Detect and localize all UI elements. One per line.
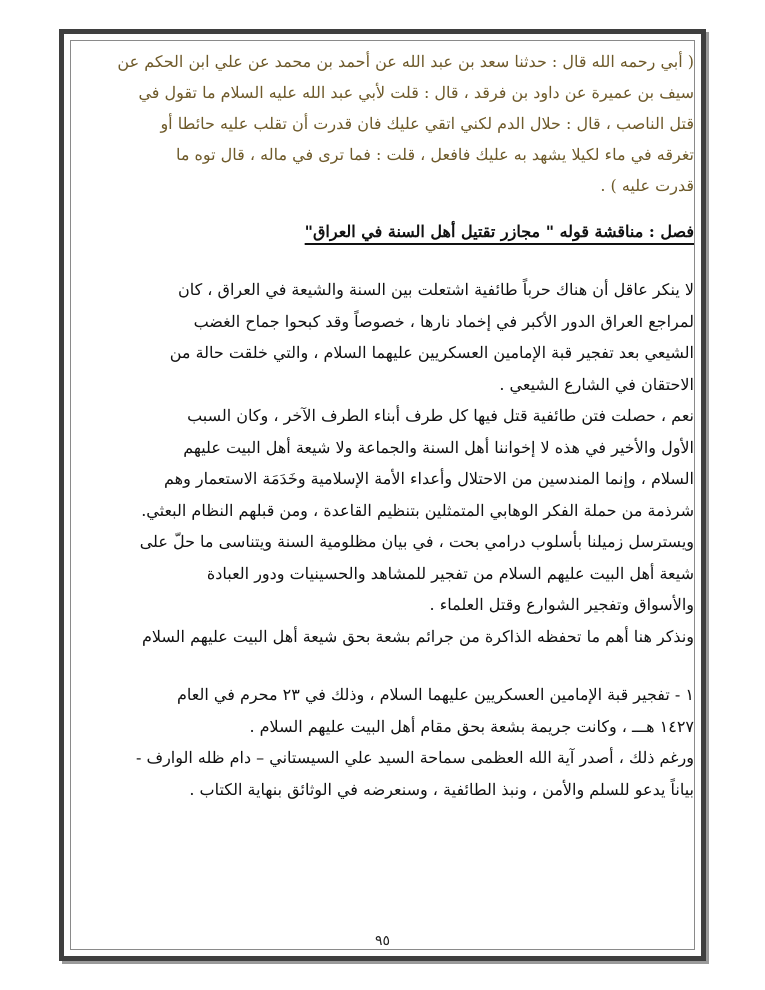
body-line: ونذكر هنا أهم ما تحفظه الذاكرة من جرائم بشعة بحق شيعة أهل البيت عليهم السلام — [141, 626, 694, 646]
page-content — [69, 46, 694, 805]
body-paragraphs — [69, 274, 694, 652]
section-heading-row — [69, 216, 694, 247]
body-line: شرذمة من حملة الفكر الوهابي المتمثلين بتنظيم القاعدة ، ومن قبلهم النظام البعثي. — [141, 500, 694, 520]
page-number: ٩٥ — [374, 933, 391, 949]
item-line: ١ - تفجير قبة الإمامين العسكريين عليهما السلام ، وذلك في ٢٣ محرم في العام — [176, 685, 694, 704]
body-line: السلام ، وإنما المندسين من الاحتلال وأعداء الأمة الإسلامية وخَدَمَة الاستعمار وهم — [164, 469, 694, 488]
quote-line: تغرقه في ماء لكيلا يشهد به عليك فافعل ، قلت : فما ترى في ماله ، قال توه ما — [175, 145, 694, 164]
body-line: الاحتقان في الشارع الشيعي . — [499, 374, 694, 394]
body-line: لا ينكر عاقل أن هناك حرباً طائفية اشتعلت بين السنة والشيعة في العراق ، كان — [177, 280, 694, 299]
item-line: ورغم ذلك ، أصدر آية الله العظمى سماحة السيد علي السيستاني – دام ظله الوارف - — [135, 748, 694, 767]
section-heading: فصل : مناقشة قوله " مجازر تقتيل أهل السنة في العراق" — [304, 222, 694, 241]
body-line: لمراجع العراق الدور الأكبر في إخماد نارها ، خصوصاً وقد كبحوا جماح الغضب — [193, 311, 694, 331]
quote-line: قدرت عليه ) . — [600, 176, 694, 195]
body-line: نعم ، حصلت فتن طائفية قتل فيها كل طرف أبناء الطرف الآخر ، وكان السبب — [187, 406, 694, 425]
body-line: ويسترسل زميلنا بأسلوب درامي بحت ، في بيان مظلومية السنة ويتناسى ما حلّ على — [139, 532, 694, 551]
body-line: الشيعي بعد تفجير قبة الإمامين العسكريين عليهما السلام ، والتي خلقت حالة من — [169, 343, 694, 362]
item-line: ١٤٢٧ هـــ ، وكانت جريمة بشعة بحق مقام أهل البيت عليهم السلام . — [249, 716, 694, 736]
quote-line: ( أبي رحمه الله قال : حدثنا سعد بن عبد الله عن أحمد بن محمد عن علي ابن الحكم عن — [117, 52, 694, 71]
body-line: شيعة أهل البيت عليهم السلام من تفجير للمشاهد والحسينيات ودور العبادة — [206, 563, 694, 583]
quoted-hadith — [69, 46, 694, 201]
numbered-item-section — [69, 679, 694, 805]
body-line: الأول والأخير في هذه لا إخواننا أهل السنة والجماعة ولا شيعة أهل البيت عليهم — [183, 437, 694, 457]
quote-line: قتل الناصب ، قال : حلال الدم لكني اتقي عليك فان قدرت أن تقلب عليه حائطا أو — [160, 114, 694, 133]
item-line: بياناً يدعو للسلم والأمن ، ونبذ الطائفية ، وسنعرضه في الوثائق بنهاية الكتاب . — [189, 779, 694, 799]
body-line: والأسواق وتفجير الشوارع وقتل العلماء . — [429, 595, 694, 614]
quote-line: سيف بن عميرة عن داود بن فرقد ، قال : قلت لأبي عبد الله عليه السلام ما تقول في — [138, 83, 694, 102]
